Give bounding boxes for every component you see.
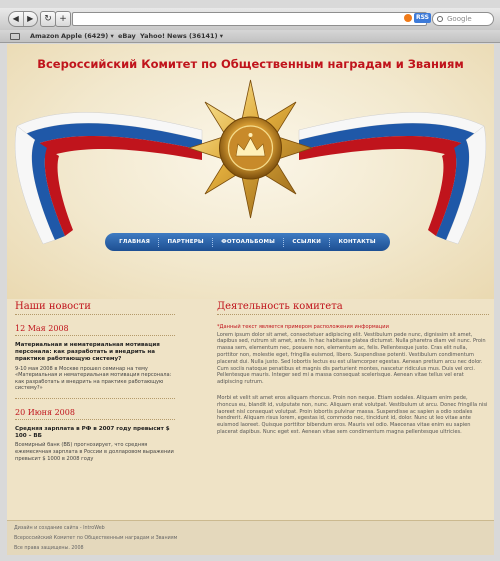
menu-item-contacts[interactable]: КОНТАКТЫ bbox=[338, 239, 376, 245]
browser-toolbar bbox=[0, 8, 500, 30]
search-field[interactable] bbox=[432, 12, 494, 26]
forward-button[interactable]: ▶ bbox=[23, 12, 38, 26]
news-title: Наши новости bbox=[15, 299, 175, 315]
add-bookmark-button[interactable]: + bbox=[55, 11, 71, 27]
sample-note: *Данный текст является примером расположения информации bbox=[217, 324, 389, 330]
footer-copyright: Все права защищены. 2008 bbox=[14, 546, 84, 551]
bookmark-news[interactable]: News (36141) ▾ bbox=[167, 32, 224, 40]
footer-credit[interactable]: Дизайн и создание сайта - IntroWeb bbox=[14, 526, 105, 531]
menu-item-photos[interactable]: ФОТОАЛЬБОМЫ bbox=[221, 239, 276, 245]
bookmark-yahoo[interactable]: Yahoo! bbox=[140, 32, 166, 40]
bookmark-apple[interactable]: Apple (6429) ▾ bbox=[61, 32, 114, 40]
bookmark-amazon[interactable]: Amazon bbox=[30, 32, 60, 40]
menu-item-home[interactable]: ГЛАВНАЯ bbox=[119, 239, 151, 245]
award-star-icon bbox=[189, 80, 312, 218]
reload-button[interactable]: ↻ bbox=[40, 11, 56, 27]
divider bbox=[15, 398, 175, 399]
menu-divider bbox=[329, 238, 330, 247]
content-area bbox=[7, 299, 494, 525]
tricolor-ribbon bbox=[7, 44, 494, 299]
web-page bbox=[7, 44, 494, 555]
bookmarks-bar bbox=[0, 30, 500, 43]
divider bbox=[15, 335, 175, 336]
site-title: Всероссийский Комитет по Общественным наградам и Званиям bbox=[37, 57, 464, 71]
menu-divider bbox=[283, 238, 284, 247]
news-text: Всемирный банк (ВБ) прогнозирует, что средняя ежемесячная зарплата в России в долларовом выражении превысит $ 1000 в 2008 году bbox=[15, 442, 174, 462]
main-menu bbox=[105, 233, 390, 251]
footer-org: Всероссийский Комитет по Общественным наградам и Званиям bbox=[14, 536, 178, 541]
activity-paragraph: Lorem ipsum dolor sit amet, consectetuer adipiscing elit. Vestibulum pede nunc, dignissim sit amet, dapibus sed, rutrum sit amet, ante. In hac habitasse platea dictumst. Nulla pharetra diam vel nunc. Proin massa sem, elementum nec, posuere non, elementum ac, felis. Pellentesque justo. Cras elit nulla, porttitor non, molestie eget, fringilla euismod, libero. Suspendisse potenti. Vestibulum condimentum placerat dui. Nulla justo. Sed lobortis lectus eu est ullamcorper egestas. Aenean pretium arcu nec dolor. Cum sociis natoque penatibus et magnis dis parturient montes, nascetur ridiculus mus. Duis vel orci. Pellentesque mauris. Integer sed mi a massa consequat scelerisque. Aenean vitae tellus vel erat adipiscing rutrum. bbox=[217, 331, 486, 386]
news-date: 12 Мая 2008 bbox=[15, 324, 69, 333]
rss-badge[interactable]: RSS bbox=[416, 14, 429, 21]
history-buttons bbox=[8, 11, 38, 27]
site-header bbox=[7, 44, 494, 299]
news-text: 9-10 мая 2008 в Москве прошел семинар на тему «Материальная и нематериальная мотивация персонала: как разработать и внедрить на практике работающую систему?» bbox=[15, 365, 172, 392]
menu-item-links[interactable]: ССЫЛКИ bbox=[292, 239, 322, 245]
back-button[interactable]: ◀ bbox=[12, 14, 19, 23]
news-headline[interactable]: Материальная и нематериальная мотивация персонала: как разработать и внедрить на практике работающую систему? bbox=[15, 342, 160, 363]
menu-divider bbox=[158, 238, 159, 247]
feed-icon[interactable] bbox=[404, 14, 412, 22]
news-headline[interactable]: Средняя зарплата в РФ в 2007 году превысит $ 100 – ВБ bbox=[15, 425, 170, 440]
search-placeholder: Google bbox=[447, 15, 472, 23]
news-date: 20 Июня 2008 bbox=[15, 407, 75, 417]
activity-column bbox=[217, 299, 489, 436]
site-footer bbox=[7, 520, 494, 555]
bookmark-ebay[interactable]: eBay bbox=[118, 32, 136, 40]
menu-item-partners[interactable]: ПАРТНЕРЫ bbox=[167, 239, 204, 245]
search-icon bbox=[437, 16, 443, 22]
activity-paragraph: Morbi et velit sit amet eros aliquam rhoncus. Proin non neque. Etiam sodales. Aliquam enim pede, rhoncus eu, blandit id, vulputate non, nunc. Aliquam erat volutpat. Vestibulum ut arcu. Donec fringilla nisi laoreet nisl consequat volutpat. Proin lobortis pulvinar massa. Suspendisse ac sapien a odio sodales hendrerit. Aliquam risus lorem, egestas id, commodo nec, tincidunt id, dolor. Nunc ut leo vitae ante euismod laoreet. Quisque porttitor bibendum eros. Mauris vel odio. Maecenas vitae enim eu sapien placerat dapibus. Nunc eget est. Aenean vitae sem condimentum magna pellentesque ultricies. bbox=[217, 394, 488, 435]
address-bar[interactable] bbox=[72, 12, 427, 26]
news-column bbox=[15, 299, 175, 462]
divider bbox=[15, 419, 175, 420]
book-icon[interactable] bbox=[10, 33, 20, 40]
activity-title: Деятельность комитета bbox=[217, 299, 489, 315]
menu-divider bbox=[212, 238, 213, 247]
